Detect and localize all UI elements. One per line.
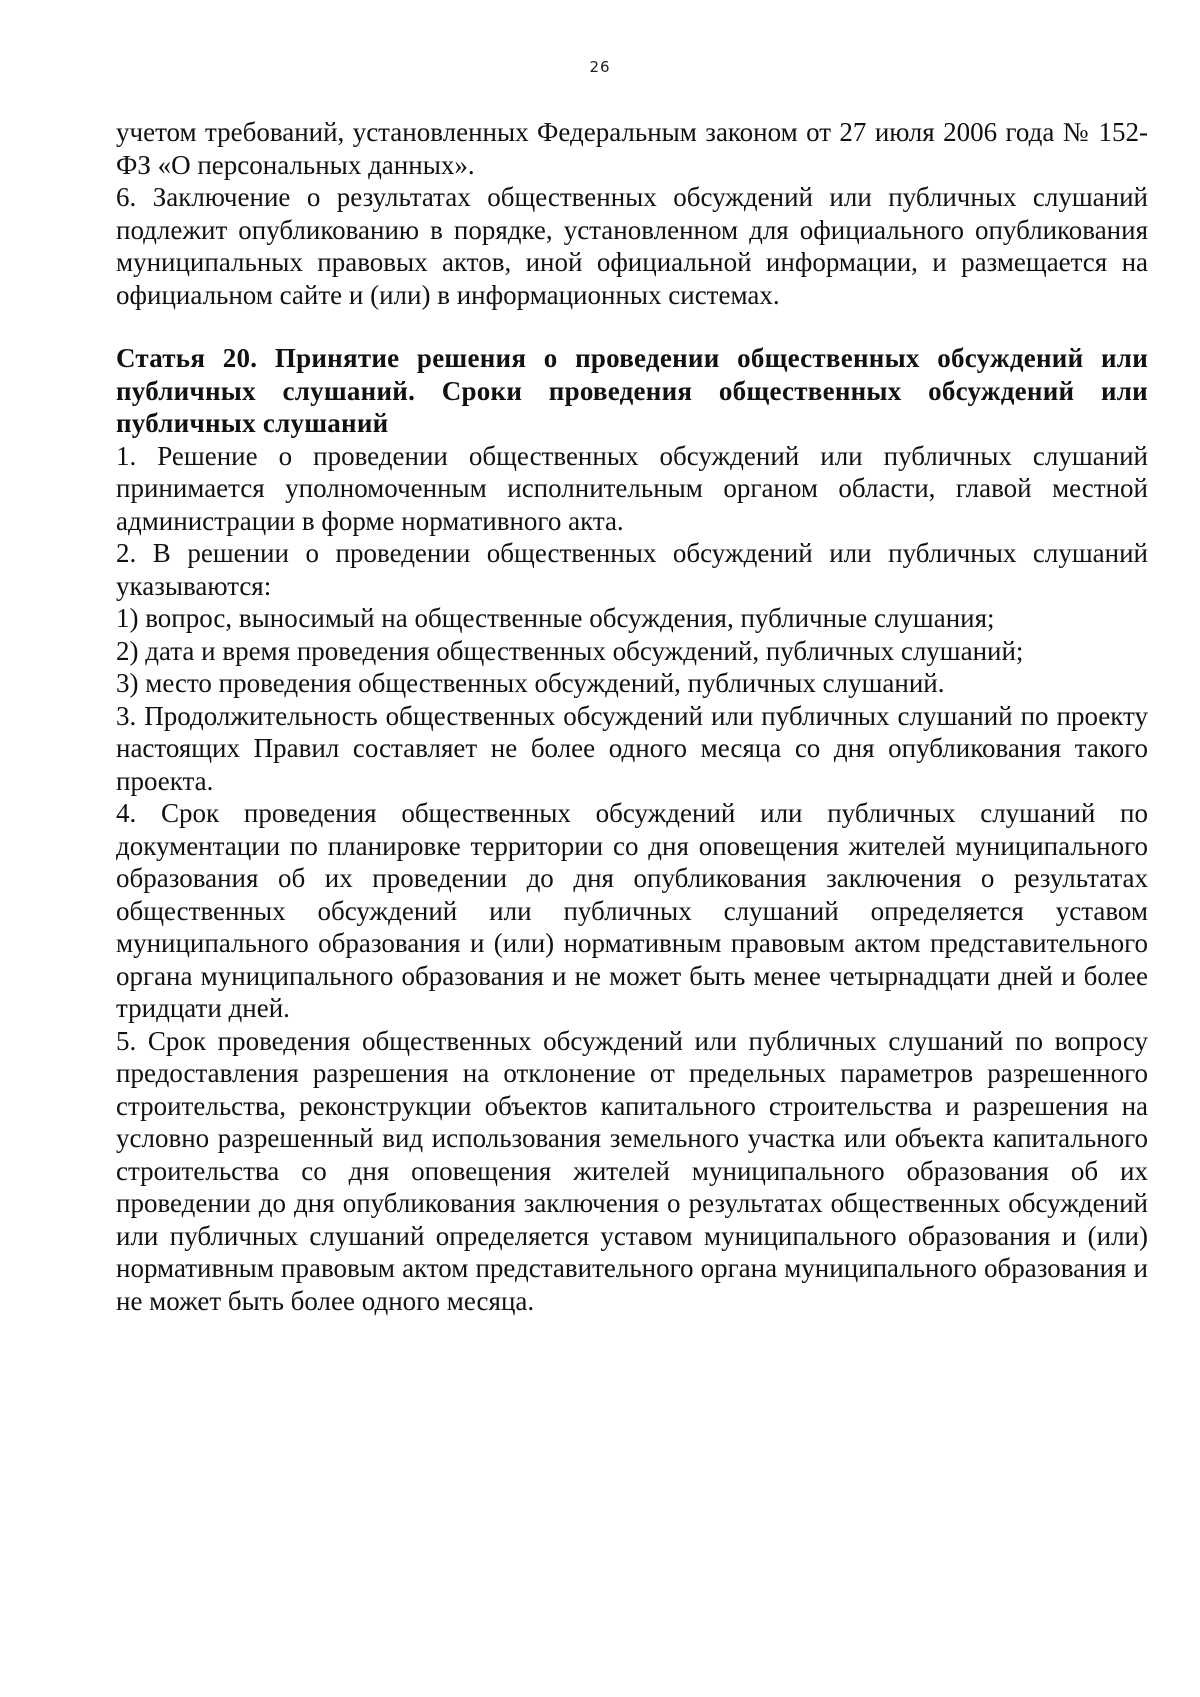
article-20-paragraph-1: 1. Решение о проведении общественных обсуждений или публичных слушаний принимается уполномоченным исполнительным органом области, главой местной администрации в форме нормативного акта. [116, 440, 1148, 536]
article-20-subitem-3: 3) место проведения общественных обсуждений, публичных слушаний. [116, 668, 945, 698]
article-20-paragraph-3: 3. Продолжительность общественных обсуждений или публичных слушаний по проекту настоящих Правил составляет не более одного месяца со дня опубликования такого проекта. [116, 700, 1148, 796]
document-body [116, 116, 1148, 1317]
paragraph-item-6: 6. Заключение о результатах общественных обсуждений или публичных слушаний подлежит опубликованию в порядке, установленном для официального опубликования муниципальных правовых актов, иной официальной информации, и размещается на официальном сайте и (или) в информационных системах. [116, 182, 1148, 310]
article-20-subitem-1: 1) вопрос, выносимый на общественные обсуждения, публичные слушания; [116, 603, 995, 633]
article-20-paragraph-4: 4. Срок проведения общественных обсуждений или публичных слушаний по документации по планировке территории со дня оповещения жителей муниципального образования об их проведении до дня опубликования заключения о результатах общественных обсуждений или публичных слушаний определяется уставом муниципального образования и (или) нормативным правовым актом представительного органа муниципального образования и не может быть менее четырнадцати дней и более тридцати дней. [116, 798, 1148, 1023]
paragraph-continuation: учетом требований, установленных Федеральным законом от 27 июля 2006 года № 152-ФЗ «О персональных данных». [116, 117, 1148, 180]
article-20-paragraph-2: 2. В решении о проведении общественных обсуждений или публичных слушаний указываются: [116, 538, 1148, 601]
article-20-paragraph-5: 5. Срок проведения общественных обсуждений или публичных слушаний по вопросу предоставления разрешения на отклонение от предельных параметров разрешенного строительства, реконструкции объектов капитального строительства и разрешения на условно разрешенный вид использования земельного участка или объекта капитального строительства со дня оповещения жителей муниципального образования об их проведении до дня опубликования заключения о результатах общественных обсуждений или публичных слушаний определяется уставом муниципального образования и (или) нормативным правовым актом представительного органа муниципального образования и не может быть более одного месяца. [116, 1025, 1148, 1316]
article-20-heading: Статья 20. Принятие решения о проведении общественных обсуждений или публичных слушаний. Сроки проведения общественных обсуждений или публичных слушаний [116, 343, 1148, 438]
page-number: 26 [589, 58, 611, 76]
article-20-subitem-2: 2) дата и время проведения общественных обсуждений, публичных слушаний; [116, 635, 1024, 666]
